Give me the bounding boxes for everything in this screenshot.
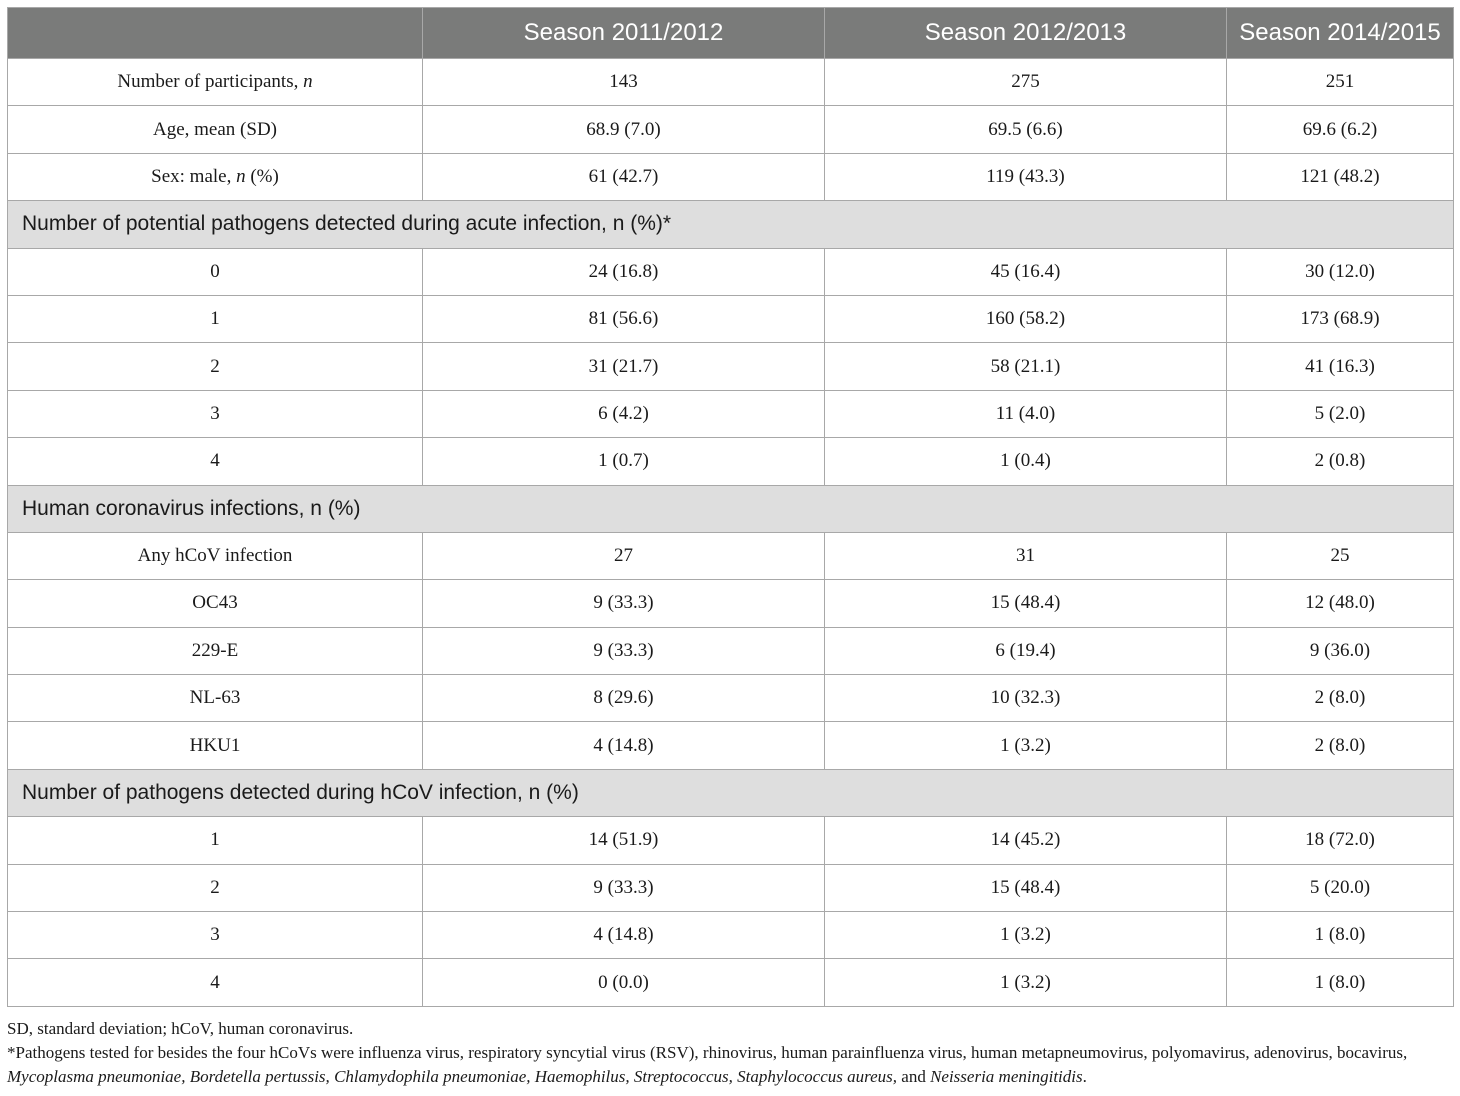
cell-value: 31 (21.7) [423,343,825,390]
cell-value: 0 (0.0) [423,959,825,1006]
cell-value: 31 [825,532,1227,579]
section-title: Number of potential pathogens detected during acute infection, n (%)* [8,201,1454,248]
cell-value: 27 [423,532,825,579]
table-row-age [8,106,1454,153]
table-row [8,675,1454,722]
row-label: 229-E [8,627,423,674]
footnote-pathogens: *Pathogens tested for besides the four hCoVs were influenza virus, respiratory syncytial virus (RSV), rhinovirus, human parainfluenza virus, human metapneumovirus, polyomavirus, adenovirus, bocavirus, Mycoplasma pneumoniae, Bordetella pertussis, Chlamydophila pneumoniae, Haemophilus, Streptococcus, Staphylococcus aureus, and Neisseria meningitidis. [7,1043,1408,1086]
table-footnotes [7,1017,1453,1089]
header-season-2012-2013: Season 2012/2013 [825,8,1227,59]
cell-value: 6 (19.4) [825,627,1227,674]
table-row [8,390,1454,437]
cell-value: 15 (48.4) [825,864,1227,911]
cell-value: 2 (8.0) [1227,675,1454,722]
cell-value: 8 (29.6) [423,675,825,722]
section-header-coronavirus-infections [8,485,1454,532]
cell-value: 10 (32.3) [825,675,1227,722]
cell-value: 1 (0.7) [423,438,825,485]
cell-value: 2 (0.8) [1227,438,1454,485]
row-label: Age, mean (SD) [8,106,423,153]
cell-value: 1 (8.0) [1227,912,1454,959]
row-label: 4 [8,438,423,485]
cell-value: 275 [825,59,1227,106]
table-row [8,438,1454,485]
header-cell-empty [8,8,423,59]
row-label: 3 [8,390,423,437]
row-label: Number of participants, n [8,59,423,106]
table-row [8,532,1454,579]
table-row-sex [8,153,1454,200]
cell-value: 160 (58.2) [825,295,1227,342]
table-row [8,959,1454,1006]
row-label: 4 [8,959,423,1006]
section-header-pathogens-during-hcov [8,769,1454,816]
row-label: 1 [8,817,423,864]
cell-value: 5 (20.0) [1227,864,1454,911]
cell-value: 1 (3.2) [825,722,1227,769]
cell-value: 24 (16.8) [423,248,825,295]
cell-value: 12 (48.0) [1227,580,1454,627]
cell-value: 1 (8.0) [1227,959,1454,1006]
table-row-participants [8,59,1454,106]
cell-value: 81 (56.6) [423,295,825,342]
cell-value: 2 (8.0) [1227,722,1454,769]
table-row [8,912,1454,959]
cell-value: 69.5 (6.6) [825,106,1227,153]
cell-value: 9 (33.3) [423,864,825,911]
cell-value: 5 (2.0) [1227,390,1454,437]
cell-value: 11 (4.0) [825,390,1227,437]
table-row [8,627,1454,674]
table-row [8,864,1454,911]
section-title: Human coronavirus infections, n (%) [8,485,1454,532]
cell-value: 4 (14.8) [423,722,825,769]
cell-value: 30 (12.0) [1227,248,1454,295]
header-season-2011-2012: Season 2011/2012 [423,8,825,59]
cell-value: 15 (48.4) [825,580,1227,627]
row-label: NL-63 [8,675,423,722]
data-table-container [7,7,1453,1007]
cell-value: 121 (48.2) [1227,153,1454,200]
cell-value: 251 [1227,59,1454,106]
cell-value: 1 (3.2) [825,959,1227,1006]
row-label: 1 [8,295,423,342]
cell-value: 119 (43.3) [825,153,1227,200]
cell-value: 41 (16.3) [1227,343,1454,390]
cell-value: 9 (33.3) [423,627,825,674]
cell-value: 6 (4.2) [423,390,825,437]
cell-value: 4 (14.8) [423,912,825,959]
row-label: HKU1 [8,722,423,769]
cell-value: 9 (33.3) [423,580,825,627]
cell-value: 58 (21.1) [825,343,1227,390]
row-label: Any hCoV infection [8,532,423,579]
row-label: 0 [8,248,423,295]
cell-value: 1 (0.4) [825,438,1227,485]
cell-value: 25 [1227,532,1454,579]
data-table [7,7,1454,1007]
cell-value: 1 (3.2) [825,912,1227,959]
section-title: Number of pathogens detected during hCoV infection, n (%) [8,769,1454,816]
row-label: 2 [8,864,423,911]
table-row [8,722,1454,769]
table-row [8,295,1454,342]
cell-value: 45 (16.4) [825,248,1227,295]
header-row [8,8,1454,59]
cell-value: 18 (72.0) [1227,817,1454,864]
row-label: 2 [8,343,423,390]
row-label: OC43 [8,580,423,627]
cell-value: 68.9 (7.0) [423,106,825,153]
table-row [8,248,1454,295]
cell-value: 173 (68.9) [1227,295,1454,342]
header-season-2014-2015: Season 2014/2015 [1227,8,1454,59]
cell-value: 9 (36.0) [1227,627,1454,674]
footnote-abbreviations: SD, standard deviation; hCoV, human coronavirus. [7,1019,354,1038]
table-row [8,343,1454,390]
cell-value: 69.6 (6.2) [1227,106,1454,153]
cell-value: 61 (42.7) [423,153,825,200]
cell-value: 14 (45.2) [825,817,1227,864]
cell-value: 14 (51.9) [423,817,825,864]
table-row [8,817,1454,864]
table-row [8,580,1454,627]
cell-value: 143 [423,59,825,106]
row-label: 3 [8,912,423,959]
row-label: Sex: male, n (%) [8,153,423,200]
section-header-potential-pathogens [8,201,1454,248]
